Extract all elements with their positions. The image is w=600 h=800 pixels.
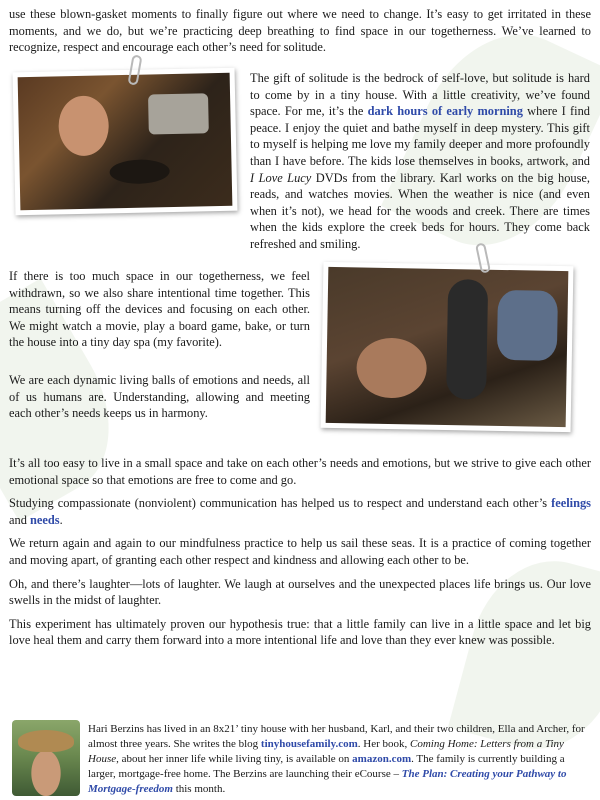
girl-figure — [356, 337, 427, 398]
kitchen-photo — [13, 68, 238, 216]
dynamic-paragraph — [9, 372, 310, 422]
blog-link[interactable]: tinyhousefamily.com — [260, 738, 358, 750]
pot — [148, 93, 209, 134]
course-link[interactable]: The Plan: Creating your Pathway to Mortgage-freedom — [88, 768, 567, 795]
show-title: I Love Lucy — [250, 170, 312, 185]
adult-figure — [497, 290, 558, 361]
togetherness-paragraph — [9, 268, 310, 351]
small-space-text: It’s all too easy to live in a small space and take on each other’s needs and emotions, but we strive to give each other emotional space so that emotions are free to come and go. — [9, 456, 591, 487]
author-photo — [12, 720, 80, 796]
boy-figure — [446, 279, 488, 400]
book-title: Coming Home: Letters from a Tiny House — [88, 738, 564, 765]
author-bio — [88, 722, 588, 797]
intro-text: use these blown-gasket moments to finally figure out where we need to change. It’s easy to get irritated in these moments, and we do, but we’re practicing deep breathing to find space in our togetherness. We’ve learned to recognize, respect and encourage each other’s need for solitude. — [9, 7, 591, 55]
laughter-text: Oh, and there’s laughter—lots of laughter. We laugh at ourselves and the unexpected places life brings us. Our love swells in the midst of laughter. — [9, 576, 591, 608]
amazon-link[interactable]: amazon.com — [352, 753, 412, 765]
communication-text: Studying compassionate (nonviolent) communication has helped us to respect and understand each other’s feelings and needs. — [9, 496, 591, 527]
dynamic-text: We are each dynamic living balls of emotions and needs, all of us humans are. Understanding, allowing and meeting each other’s needs keeps us in harmony. — [9, 373, 310, 421]
togetherness-text: If there is too much space in our togetherness, we feel withdrawn, so we also share intentional time together. This means turning off the devices and focusing on each other. We might watch a movie, play a board game, bake, or turn the house into a tiny day spa (my favorite). — [9, 269, 310, 350]
frying-pan — [109, 159, 169, 184]
sun-hat — [18, 730, 74, 752]
solitude-text: The gift of solitude is the bedrock of self-love, but solitude is hard to come by in a tiny house. With a little creativity, we’ve found space. For me, it’s the dark hours of early morning where I find peace. I enjoy the quiet and bathe myself in deep mystery. This gift to myself is helping me love my family deeper and more profoundly than I have before. The kids lose themselves in books, artwork, and I Love Lucy DVDs from the library. Karl works on the big house, reads, and watches movies. When the weather is nice (and even when it’s not), we head for the woods and creek. There are times when the kids explore the creek beds for hours. They come back refreshed and smiling. — [250, 71, 591, 251]
experiment-text: This experiment has ultimately proven our hypothesis true: that a little family can live in a little space and let big love heal them and carry them forward into a more intentional life and love than they ever knew was possible. — [9, 616, 591, 648]
intro-paragraph — [9, 6, 591, 56]
child-figure — [58, 95, 109, 156]
bio-text: Hari Berzins has lived in an 8x21’ tiny house with her husband, Karl, and their two children, Ella and Archer, for almost three years. She writes the blog tinyhousefamily.com. Her book, Coming Home: Letters from a Tiny House, about her inner life while living tiny, is available on amazon.com. The family is currently building a larger, mortgage-free home. The Berzins are launching their eCourse – The Plan: Creating your Pathway to Mortgage-freedom this month. — [88, 723, 585, 795]
solitude-paragraph — [250, 70, 590, 253]
lower-text — [9, 455, 591, 656]
family-photo-image — [326, 267, 569, 427]
feelings-link[interactable]: feelings — [551, 496, 591, 511]
mindfulness-text: We return again and again to our mindfulness practice to help us sail these seas. It is a practice of coming together and moving apart, of granting each other respect and kindness and allowing each other to be. — [9, 536, 591, 567]
needs-link[interactable]: needs — [30, 512, 60, 527]
kitchen-photo-image — [18, 73, 233, 210]
highlight-text: dark hours of early morning — [367, 104, 523, 119]
family-photo — [321, 262, 574, 432]
